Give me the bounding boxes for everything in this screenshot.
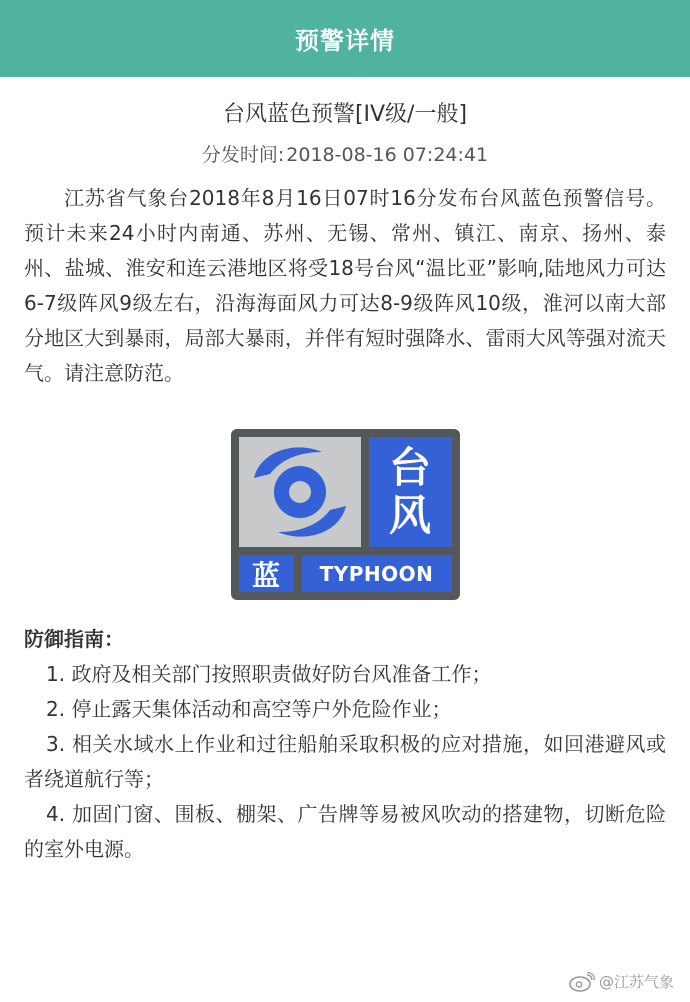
typhoon-char-1: 台 [388,443,431,492]
warning-title: 台风蓝色预警[IV级/一般] [222,102,468,127]
issue-time [0,140,690,167]
guide-item: 3. 相关水域水上作业和过往船舶采取积极的应对措施，如回港避风或者绕道航行等； [24,732,666,791]
warning-body: 江苏省气象台2018年8月16日07时16分发布台风蓝色预警信号。 预计未来24小时内南通、苏州、无锡、常州、镇江、南京、扬州、泰州、盐城、淮安和连云港地区将受18号台风“温比亚”影响,陆地风力可达6-7级阵风9级左右，沿海海面风力可达8-9级阵风10级，淮河以南大部分地区大到暴雨，局部大暴雨，并伴有短时强降水、雷雨大风等强对流天气。请注意防范。 [24,186,666,385]
issue-time-value: 2018-08-16 07:24:41 [286,144,489,166]
weibo-watermark [569,971,674,992]
watermark-text: @江苏气象 [598,973,674,991]
guide-item: 4. 加固门窗、围板、棚架、广告牌等易被风吹动的搭建物，切断危险的室外电源。 [24,802,666,861]
header-bar [0,0,690,77]
guide-title: 防御指南： [24,627,124,651]
guide-item: 2. 停止露天集体活动和高空等户外危险作业； [46,697,452,721]
issue-time-label: 分发时间: [201,144,285,166]
typhoon-chinese-label [369,437,452,547]
warning-badge-wrapper [0,429,690,600]
typhoon-english-label: TYPHOON [302,555,452,592]
typhoon-blue-warning-badge [231,429,460,600]
weibo-icon [569,972,595,992]
typhoon-icon-panel [239,437,361,547]
guide-item: 1. 政府及相关部门按照职责做好防台风准备工作； [46,662,492,686]
page-title: 预警详情 [295,27,395,55]
defense-guide [24,622,666,867]
typhoon-icon [239,437,361,547]
color-level-label: 蓝 [239,555,294,592]
typhoon-char-2: 风 [388,491,431,540]
